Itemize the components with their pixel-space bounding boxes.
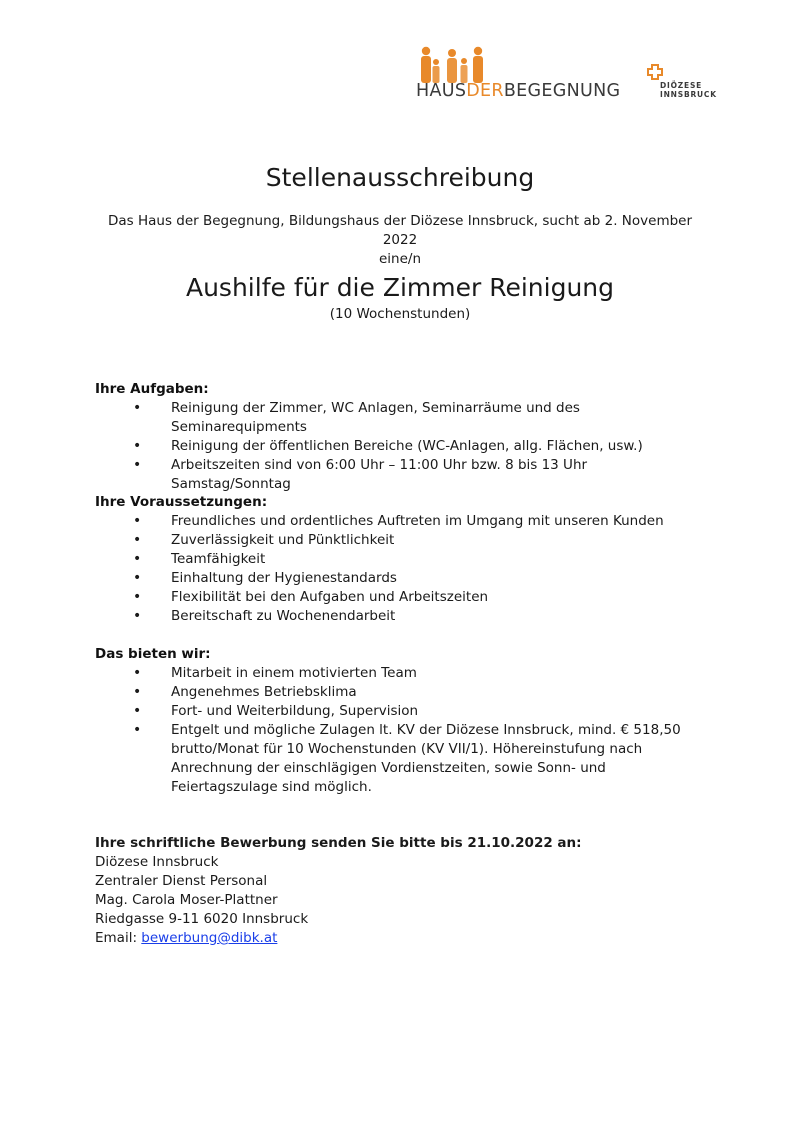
- list-item: • Freundliches und ordentliches Auftreten im Umgang mit unseren Kunden: [95, 512, 710, 531]
- list-item: • Flexibilität bei den Aufgaben und Arbeitszeiten: [95, 588, 710, 607]
- logo-word-haus: HAUS: [416, 81, 467, 101]
- diocese-label-line2: INNSBRUCK: [660, 90, 717, 99]
- list-item: • Arbeitszeiten sind von 6:00 Uhr – 11:00 Uhr bzw. 8 bis 13 Uhr Samstag/Sonntag: [95, 456, 710, 494]
- diocese-label-line1: DIÖZESE: [660, 81, 703, 90]
- list-item: • Einhaltung der Hygienestandards: [95, 569, 710, 588]
- tasks-heading: Ihre Aufgaben:: [95, 381, 209, 397]
- email-link[interactable]: bewerbung@dibk.at: [141, 930, 278, 946]
- logo-word-der: DER: [466, 81, 504, 101]
- list-item: • Zuverlässigkeit und Pünktlichkeit: [95, 531, 710, 550]
- list-item: • Angenehmes Betriebsklima: [95, 683, 710, 702]
- intro-text: [95, 212, 705, 269]
- offer-heading: Das bieten wir:: [95, 646, 211, 662]
- list-item: • Reinigung der öffentlichen Bereiche (WC-Anlagen, allg. Flächen, usw.): [95, 437, 710, 456]
- list-item: • Mitarbeit in einem motivierten Team: [95, 664, 710, 683]
- contact-person: Mag. Carola Moser-Plattner: [95, 892, 278, 908]
- family-figures-icon: [416, 46, 486, 84]
- diocese-cross-icon: [646, 63, 664, 81]
- offer-list: [95, 664, 710, 797]
- list-item: • Entgelt und mögliche Zulagen lt. KV der Diözese Innsbruck, mind. € 518,50 brutto/Monat für 10 Wochenstunden (KV VII/1). Höhereinstufung nach Anrechnung der einschlägigen Vordienstzeiten, sowie Sonn- und Feiertagszulage sind möglich.: [95, 721, 710, 797]
- contact-heading: Ihre schriftliche Bewerbung senden Sie bitte bis 21.10.2022 an:: [95, 835, 582, 851]
- list-item: • Fort- und Weiterbildung, Supervision: [95, 702, 710, 721]
- job-hours: (10 Wochenstunden): [329, 306, 471, 322]
- list-item: • Reinigung der Zimmer, WC Anlagen, Seminarräume und des Seminarequipments: [95, 399, 710, 437]
- intro-line-1: Das Haus der Begegnung, Bildungshaus der Diözese Innsbruck, sucht ab 2. November 2022: [107, 213, 693, 248]
- offer-section: [95, 645, 710, 797]
- list-item: • Teamfähigkeit: [95, 550, 710, 569]
- contact-address: Riedgasse 9-11 6020 Innsbruck: [95, 911, 309, 927]
- contact-org: Diözese Innsbruck: [95, 854, 219, 870]
- list-item: • Bereitschaft zu Wochenendarbeit: [95, 607, 710, 626]
- job-title: Aushilfe für die Zimmer Reinigung: [185, 273, 615, 302]
- requirements-section: [95, 493, 710, 626]
- page-title: Stellenausschreibung: [265, 163, 535, 192]
- contact-email-line: [95, 929, 710, 948]
- intro-line-2: eine/n: [378, 251, 422, 267]
- logo: [414, 44, 717, 104]
- tasks-section: [95, 380, 710, 494]
- tasks-list: [95, 399, 710, 494]
- logo-wordmark: [416, 81, 620, 101]
- email-label: Email:: [95, 930, 142, 946]
- requirements-list: [95, 512, 710, 626]
- logo-word-begegnung: BEGEGNUNG: [503, 81, 621, 101]
- contact-department: Zentraler Dienst Personal: [95, 873, 268, 889]
- contact-section: [95, 834, 710, 948]
- diocese-label: [660, 81, 717, 99]
- requirements-heading: Ihre Voraussetzungen:: [95, 494, 268, 510]
